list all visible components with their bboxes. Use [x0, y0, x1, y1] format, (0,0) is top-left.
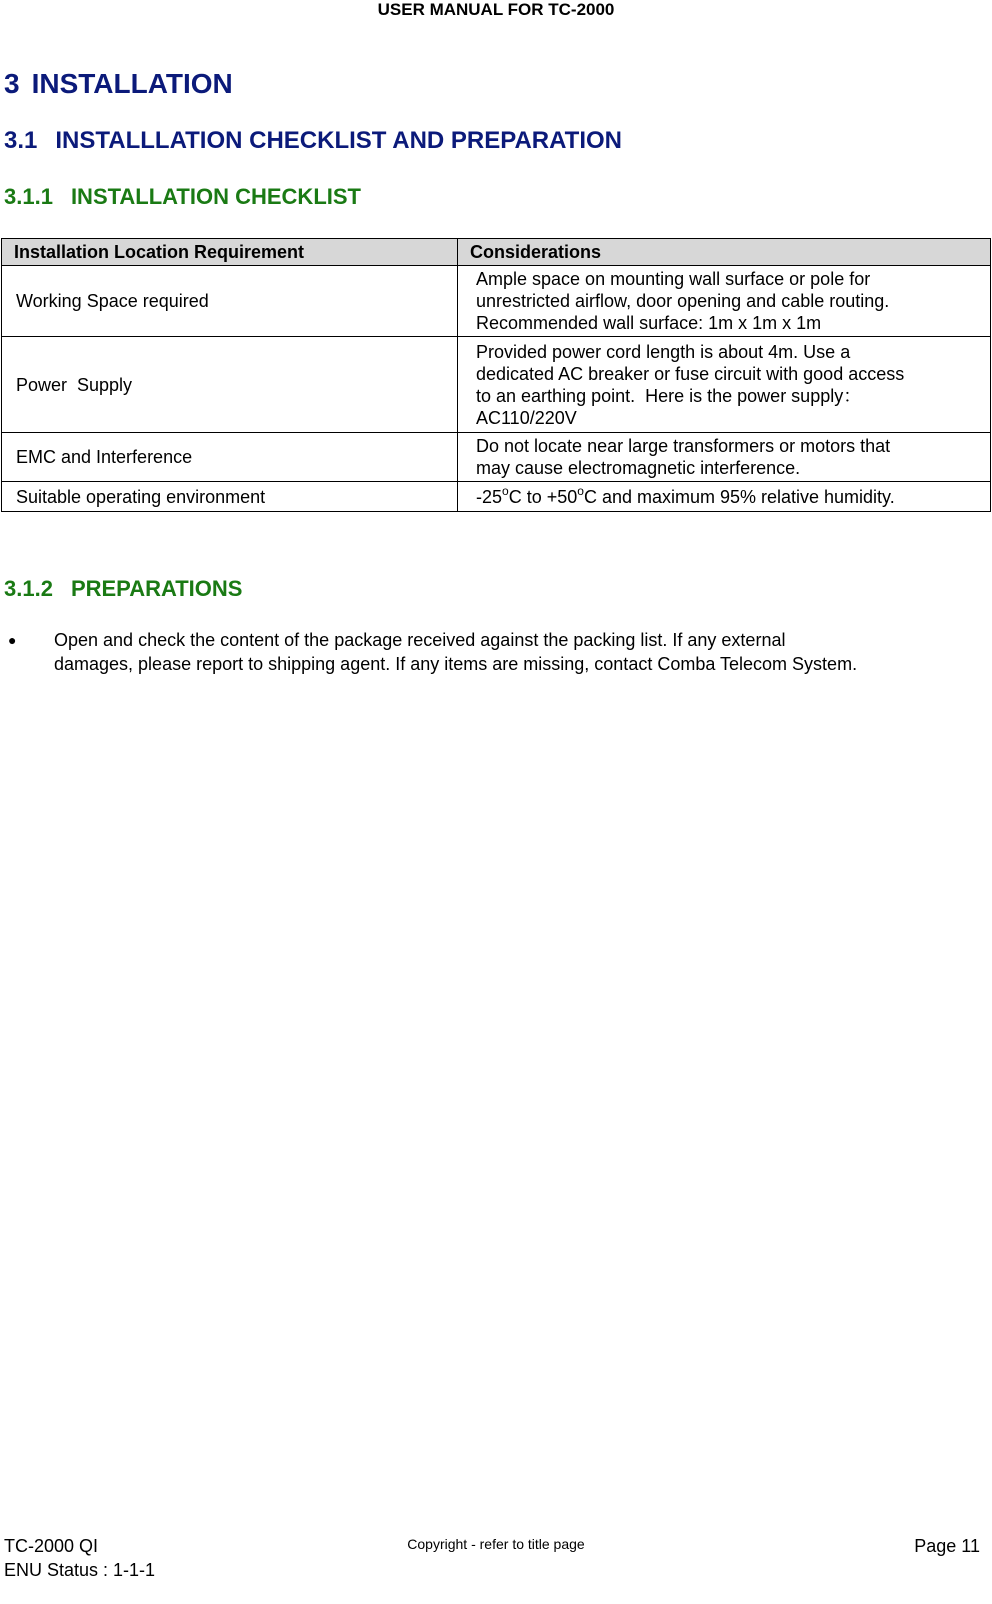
table-row	[2, 337, 991, 433]
table-row	[2, 482, 991, 512]
considerations-line: to an earthing point. Here is the power supply：	[476, 385, 862, 406]
requirement-cell: Suitable operating environment	[2, 482, 458, 512]
list-item-text	[54, 628, 984, 676]
list-item	[8, 628, 992, 676]
table-header-row	[2, 239, 991, 266]
degree-symbol: o	[577, 483, 584, 498]
section-number: 3	[4, 68, 20, 99]
considerations-cell	[458, 433, 991, 482]
running-header: USER MANUAL FOR TC-2000	[377, 0, 615, 19]
considerations-line: Recommended wall surface: 1m x 1m x 1m	[476, 313, 822, 333]
preparations-heading	[4, 576, 242, 602]
requirement-cell: Working Space required	[2, 266, 458, 337]
footer-status: ENU Status : 1-1-1	[4, 1560, 156, 1580]
considerations-line: may cause electromagnetic interference.	[476, 458, 801, 478]
table-row	[2, 266, 991, 337]
table-row	[2, 433, 991, 482]
footer-doc-id: TC-2000 QI	[4, 1536, 99, 1556]
preparations-number: 3.1.2	[4, 576, 53, 601]
considerations-cell	[458, 337, 991, 433]
footer-copyright: Copyright - refer to title page	[407, 1536, 585, 1552]
list-item-line: damages, please report to shipping agent. If any items are missing, contact Comba Telecom System.	[54, 654, 858, 674]
considerations-line: Do not locate near large transformers or motors that	[476, 436, 891, 456]
requirement-cell: EMC and Interference	[2, 433, 458, 482]
list-item-line: Open and check the content of the package received against the packing list. If any external	[54, 630, 786, 650]
considerations-line: unrestricted airflow, door opening and cable routing.	[476, 291, 890, 311]
temp-low: -25	[476, 486, 503, 507]
column-header-considerations: Considerations	[458, 239, 991, 266]
temp-mid: C to +50	[508, 486, 578, 507]
requirement-cell: Power Supply	[2, 337, 458, 433]
subsection-number: 3.1	[4, 127, 38, 154]
considerations-cell	[458, 482, 991, 512]
preparations-title: PREPARATIONS	[70, 576, 243, 601]
considerations-line: Ample space on mounting wall surface or pole for	[476, 269, 871, 289]
subsection-heading	[4, 127, 622, 155]
footer-page-number: Page 11	[914, 1536, 980, 1556]
checklist-number: 3.1.1	[4, 184, 53, 209]
installation-checklist-table	[1, 238, 991, 512]
considerations-line: AC110/220V	[476, 407, 577, 428]
bullet-icon: ●	[8, 632, 17, 648]
considerations-line: dedicated AC breaker or fuse circuit with good access	[476, 363, 905, 384]
degree-symbol: o	[502, 483, 509, 498]
subsection-title: INSTALLLATION CHECKLIST AND PREPARATION	[55, 127, 623, 154]
checklist-title: INSTALLATION CHECKLIST	[70, 184, 361, 209]
checklist-heading	[4, 184, 361, 210]
section-heading	[4, 68, 233, 100]
considerations-cell	[458, 266, 991, 337]
temp-end: C and maximum 95% relative humidity.	[583, 486, 895, 507]
section-title: INSTALLATION	[31, 68, 233, 99]
column-header-requirement: Installation Location Requirement	[2, 239, 458, 266]
considerations-line: Provided power cord length is about 4m. Use a	[476, 341, 851, 362]
